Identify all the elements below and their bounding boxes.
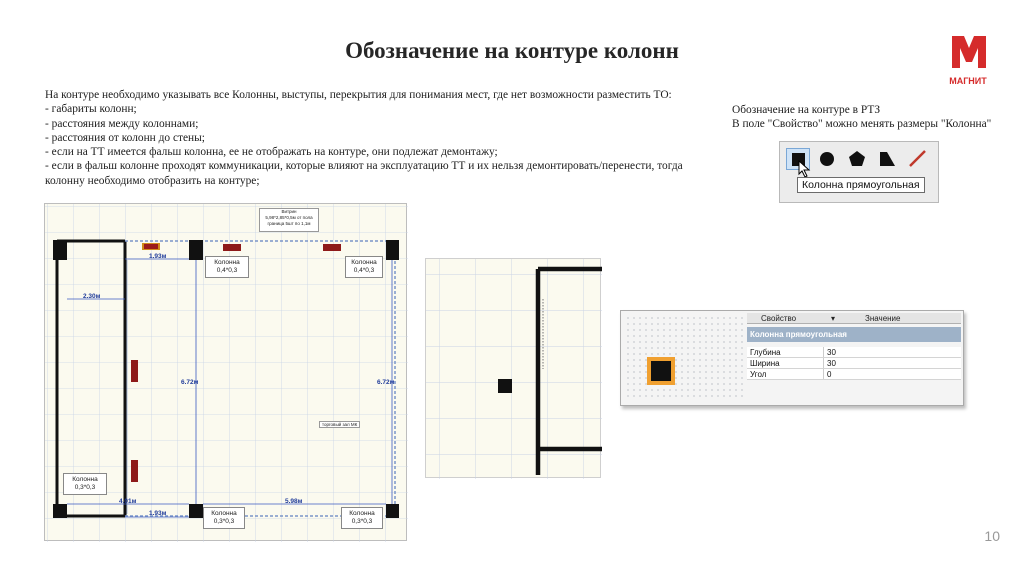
rtz-caption-line2: В поле "Свойство" можно менять размеры "Колонна" <box>732 118 992 131</box>
property-row[interactable] <box>747 369 961 380</box>
properties-preview <box>621 311 745 403</box>
body-line: - если на ТТ имеется фальш колонна, ее не отображать на контуре, они подлежат демонтажу; <box>45 146 498 159</box>
zone-label: торговый зал МК <box>319 421 360 428</box>
property-name: Угол <box>750 370 767 379</box>
header-sort-icon[interactable]: ▾ <box>831 314 836 323</box>
properties-header <box>747 313 961 324</box>
dim-label: 1.93м <box>149 253 167 260</box>
column-name: Колонна <box>214 259 240 266</box>
header-property: Свойство <box>761 314 797 323</box>
corner-tool-icon[interactable] <box>876 148 900 170</box>
body-line: - габариты колонн; <box>45 103 137 116</box>
shape-toolbar <box>779 141 939 203</box>
column-size: 0,3*0,3 <box>351 518 373 525</box>
property-name: Глубина <box>750 348 781 357</box>
dim-label: 6.72м <box>181 379 199 386</box>
column-size: 0,4*0,3 <box>353 267 375 274</box>
showcase-note: Витрин 5,98*2,85*0,5м от пола граница 5шт по 1,1м <box>259 208 319 232</box>
logo-text: МАГНИТ <box>949 76 987 86</box>
slide-title: Обозначение на контуре колонн <box>345 38 679 63</box>
column-size: 0,4*0,3 <box>216 267 238 274</box>
column-name: Колонна <box>349 510 375 517</box>
column-name: Колонна <box>211 510 237 517</box>
line-tool-icon[interactable] <box>906 148 930 170</box>
properties-panel <box>620 310 964 406</box>
body-line: - если в фальш колонне проходят коммуникации, которые влияют на эксплуатацию ТТ и их нельзя демонтировать/перенести, тогда <box>45 160 683 173</box>
dim-label: 2.30м <box>83 293 101 300</box>
zoomed-drawing <box>426 259 602 479</box>
property-value[interactable]: 0 <box>827 370 832 379</box>
column-label <box>63 473 107 495</box>
body-line: - расстояния между колоннами; <box>45 117 199 130</box>
column-name: Колонна <box>351 259 377 266</box>
property-value[interactable]: 30 <box>827 359 836 368</box>
zoomed-plan-fragment <box>425 258 601 478</box>
body-line: На контуре необходимо указывать все Колонны, выступы, перекрытия для понимания мест, где нет возможности разместить ТО: <box>45 89 672 101</box>
dim-label: 6.72м <box>377 379 395 386</box>
pentagon-tool-icon[interactable] <box>846 148 870 170</box>
column-label <box>345 256 383 278</box>
column-label <box>203 507 245 529</box>
column-label <box>205 256 249 278</box>
column-size: 0,3*0,3 <box>74 484 96 491</box>
column-label <box>341 507 383 529</box>
header-value: Значение <box>865 314 901 323</box>
selected-object[interactable]: Колонна прямоугольная <box>747 327 961 342</box>
dim-label: 5.98м <box>285 498 303 505</box>
body-line: - расстояния от колонн до стены; <box>45 131 205 144</box>
column-name: Колонна <box>72 476 98 483</box>
dim-label: 4.01м <box>119 498 137 505</box>
rtz-caption-line1: Обозначение на контуре в РТЗ <box>732 104 881 116</box>
circle-tool-icon[interactable] <box>816 148 840 170</box>
body-line: колонну необходимо отобразить на контуре; <box>45 174 260 187</box>
column-size: 0,3*0,3 <box>213 518 235 525</box>
property-row[interactable] <box>747 347 961 358</box>
dim-label: 1.93м <box>149 510 167 517</box>
floor-plan <box>44 203 407 541</box>
property-value[interactable]: 30 <box>827 348 836 357</box>
description-text <box>45 88 715 188</box>
rtz-caption <box>732 103 1022 132</box>
property-name: Ширина <box>750 359 780 368</box>
cursor-icon <box>798 160 812 178</box>
page-number: 10 <box>984 528 1000 544</box>
property-row[interactable] <box>747 358 961 369</box>
tooltip: Колонна прямоугольная <box>797 177 925 193</box>
